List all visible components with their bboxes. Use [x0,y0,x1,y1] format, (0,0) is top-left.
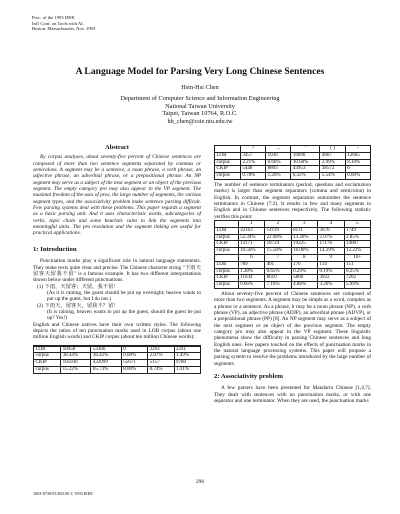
table-cell: 2 [265,221,291,228]
table-row [215,282,371,289]
table-cell: ! [240,146,265,153]
table-cell: 3293 [148,346,174,353]
table-cell: 1.41% [174,367,200,374]
table-cell: 422099 [91,360,121,367]
table-cell: 6 [238,255,264,262]
table-row [215,234,371,241]
abstract-heading: Abstract [105,144,129,151]
table-cell: 55671 [121,360,147,367]
table-cell: 0.00% [121,353,147,360]
copyright-line: 1063-6730/93 $03.00 © 1993 IEEE [33,491,93,496]
table-row [215,221,371,228]
author-address: Taipei, Taiwan 10764, R.O.C. [162,110,238,118]
abstract-text: By corpus analyses, about seventy-five percent of Chinese sentences are composed of more than two sentence segments separated by commas or semicolons. A segment may be a sentence, a noun phrase, a verb phrase, an adjective phrase, an adverbial phrase, or a prepositional phrase. An NP segment may serve as a subject of the next segment or an object of the previous segment. The empty category pro may also appear in the VP segment. The maximal freedom of the uses of pros, the large number of segments, the various segment types, and the associativity problem make sentence parsing difficult. Few parsing systems deal with these problems. This paper regards a segment as a basic parsing unit. And it uses characteristic words, subcategories of verbs, topic chain and some heuristic rules to link the segments into meaningful units. The pro resolution and the segment linking are useful for practical applications. [33,154,201,237]
table-cell: 5157 [148,360,174,367]
table-cell: 8.00% [121,367,147,374]
table-cell: 114 [318,261,344,268]
table-cell: 1 [238,221,264,228]
table-cell: 52.34% [238,234,264,241]
table-cell: 9 [318,255,344,262]
table-cell: 56958 [61,346,91,353]
body-paragraph: The number of sentence terminators (period, question and exclamation marks) is larger than segment separators (comma and semicolon) in English. In contrast, the segment separators outnumber the sentence terminators in Chinese (7:2). It results in few and many segments in English and in Chinese sentences respectively. The following statistic verifies this point: [214,181,371,220]
table-row [215,241,371,248]
table-cell: ' ' [291,146,320,153]
table-cell: 43953 [291,166,320,173]
table-cell: - [345,146,370,153]
table-cell: 14119 [265,227,291,234]
proceedings-line: Proc. of the 1993 IEEE [32,15,75,20]
table-cell: 0.25% [344,268,371,275]
table-cell: 1.26% [266,173,291,180]
table-cell: 16690 [291,152,320,159]
table-cell: 1.28% [238,268,264,275]
table-cell: 9.66% [238,282,264,289]
table-cell: 38.44% [61,353,91,360]
table-row [215,255,371,262]
table-cell: 14.29% [318,248,344,255]
table-cell: 5.54% [320,173,345,180]
table-row [215,227,371,234]
table-cell: 13.20% [291,234,317,241]
table-cell [215,146,241,153]
table-cell: 5860 [291,275,317,282]
table-cell: 19225 [291,241,317,248]
paper-title: A Language Model for Parsing Very Long Chinese Sentences [75,66,325,77]
table-cell: corpus [215,173,241,180]
table-cell: 0.19% [318,268,344,275]
table-cell: 65.73% [91,367,121,374]
table-cell: 18724 [265,241,291,248]
table-cell: 151 [344,261,371,268]
table-cell: corpus [215,282,239,289]
author-affiliation: Department of Computer Science and Information Engineering [120,94,280,102]
table-cell: 8111 [291,227,317,234]
table-cell [215,255,239,262]
table-cell: 1.49% [174,353,200,360]
table-cell: 6.32% [291,173,320,180]
table-cell: 2.99% [320,159,345,166]
section-heading: 1: Introduction [33,245,77,253]
table-cell: 12665 [345,152,370,159]
table-cell: 0.65% [265,268,291,275]
table-cell: 789 [238,261,264,268]
table-cell: 10.68% [291,159,320,166]
proceedings-header [32,15,95,32]
table-cell: 0.78% [240,173,265,180]
table-cell: 0.74% [148,367,174,374]
table-cell: 6 [345,166,370,173]
table-cell: 8610 [265,275,291,282]
table-cell: 10.56% [238,248,264,255]
table-cell: 5448 [240,166,265,173]
table-cell: 5.99% [344,282,371,289]
table-cell: 17176 [318,241,344,248]
table-cell: CKIP [34,360,61,367]
table-cell: LOB [215,152,241,159]
table-cell: 1749 [344,227,371,234]
table-cell: 5.97% [318,234,344,241]
punctuation-table-right [214,145,371,180]
table-cell: 3670 [318,227,344,234]
table-cell: 38572 [320,166,345,173]
table-cell: corpus [34,367,61,374]
table-cell: 15.58% [265,248,291,255]
table-cell: 5 [344,221,371,228]
author-email: hh_chen@csie.ntu.edu.tw [167,118,233,126]
example-translation: (It is raining, heaven wants to put up the guest, should the guest be put up? Yes!) [47,308,201,322]
table-cell: 2241 [174,346,200,353]
table-cell: 36.42% [91,353,121,360]
table-cell: 13171 [238,241,264,248]
author-name: Hsin-Hsi Chen [181,84,219,91]
table-row [215,152,371,159]
table-cell [215,221,239,228]
table-cell: 8803 [266,166,291,173]
table-cell: 2.21% [240,159,265,166]
table-cell: 32163 [238,227,264,234]
table-row [34,360,201,367]
table-cell: corpus [215,248,239,255]
table-cell: CKIP [215,241,239,248]
page-number: 296 [195,479,205,485]
table-cell: 8.10% [345,159,370,166]
table-row [34,353,201,360]
example-chinese: (1) 下雨，天留客；天留，我不留！ [37,283,119,290]
intro-paragraph: English and Chinese natives have their own written styles. The following depicts the ratios of ten punctuation marks used in LOB corpus (about one million English words) and CKIP corpus (about ten million Chinese words): [33,321,201,341]
table-cell: 4667 [320,152,345,159]
table-cell: 7.16% [265,282,291,289]
table-cell: 16.00% [291,248,317,255]
table-cell: corpus [215,234,239,241]
table-cell: 105930 [61,360,91,367]
table-cell: 4.88% [291,282,317,289]
table-cell: corpus [215,268,239,275]
table-row [34,346,201,353]
table-cell: 14087 [344,241,371,248]
proceedings-line: Int'l Conf. on Tools with AI, [32,20,84,26]
table-row [215,268,371,275]
author-affiliation: National Taiwan University [165,102,235,110]
table-cell: LOB [215,261,239,268]
table-row [215,261,371,268]
table-row [215,159,371,166]
right-column [214,145,371,405]
table-cell: ( ) [320,146,345,153]
body-paragraph: About seventy-five percent of Chinese sentences are composed of more than two segments. A segment may be simple as a word, complex as a phrase or a sentence. As a phrase, it may be a noun phrase (NP), a verb phrase (VP), an adjective phrase (ADJP), an adverbial phrase (ADVP), or a prepositional phrase (PP) [8]. An NP segment may serve as a subject of the next segment or an object of the previous segment. The empty category pro may also appear in the VP segment. These linguistic phenomena show the difficulty in parsing Chinese sentences and long English ones. Few papers touched on the effects of punctuation marks in the natural language processing systems. This paper will propose a parsing system to resolve the problems introduced by the large number of segments. [214,291,371,367]
table-cell: 3457 [240,152,265,159]
table-cell: CKIP [215,275,239,282]
table-cell: 12.22% [344,248,371,255]
section-heading: 2: Associativity problem [214,373,283,381]
table-cell: 0.29% [291,268,317,275]
table-cell: 3.26% [318,282,344,289]
proceedings-line: Boston, Massachusetts, Nov. 1993 [32,26,96,32]
table-cell: 2.85% [344,234,371,241]
table-row [215,275,371,282]
table-cell: 7 [265,255,291,262]
table-row [34,367,201,374]
intro-paragraph: Punctuation marks play a significant role in natural language statements. They make texts quite clear and precise. The Chinese character string "下雨天留客天留我不留" is a famous example. It has two different interpretations shown below under different punctuations. [33,258,201,284]
example-chinese: (2) 下雨天，留客天，留我不？留！ [37,302,119,309]
table-cell: 2.07% [148,353,174,360]
punctuation-table-left [33,345,201,374]
table-cell: 7202 [344,275,371,282]
table-cell: 3922 [318,275,344,282]
table-cell: 0 [121,346,147,353]
table-cell: corpus [34,353,61,360]
table-cell: 11634 [238,275,264,282]
table-cell: 1030 [266,152,291,159]
table-cell: 0.00% [345,173,370,180]
table-cell: CKIP [215,166,241,173]
table-row [215,248,371,255]
table-cell: 401 [265,261,291,268]
segment-count-table [214,220,371,289]
table-row [215,146,371,153]
table-cell: LOB [215,227,239,234]
table-cell: ... [266,146,291,153]
table-cell: 176 [291,261,317,268]
table-cell: 53366 [91,346,121,353]
table-cell: 15.22% [61,367,91,374]
table-cell: 22.98% [265,234,291,241]
table-cell: corpus [215,159,241,166]
table-cell: LOB [34,346,61,353]
left-column [33,145,201,374]
table-cell: 3 [291,221,317,228]
table-row [215,166,371,173]
table-row [215,173,371,180]
body-paragraph: A few parsers have been presented for Mandarin Chinese [1,4,7]. They dealt with sentences with no punctuation marks, or with one separator and one terminator. When they are used, the punctuation marks [214,385,371,405]
table-cell: 10+ [344,255,371,262]
table-cell: 0.66% [266,159,291,166]
table-cell: 9780 [174,360,200,367]
author-block [0,84,400,126]
example-translation: (As it is raining, the guest should be put up overnight; heaven wants to put up the guest, but I do not.) [47,289,201,303]
table-cell: 4 [318,221,344,228]
table-cell: 8 [291,255,317,262]
